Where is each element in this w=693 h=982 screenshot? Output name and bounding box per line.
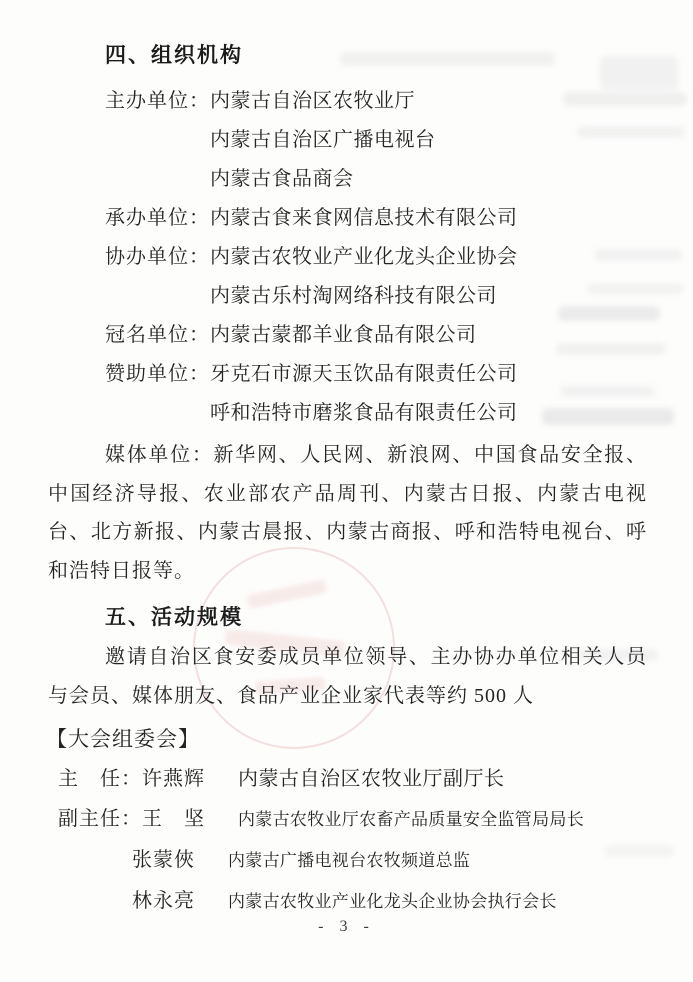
entry-label: 主办单位：	[105, 90, 210, 112]
scale-paragraph: 邀请自治区食安委成员单位领导、主办协办单位相关人员与会员、媒体朋友、食品产业企业家代表等约 500 人	[48, 646, 647, 707]
entry-values	[210, 238, 647, 316]
committee-row	[58, 843, 647, 878]
committee-role: 副主任：	[58, 807, 142, 830]
section-heading-organization: 四、组织机构	[105, 43, 243, 67]
entry-value: 内蒙古食品商会	[210, 168, 354, 190]
document-content	[48, 34, 647, 919]
entry-values	[210, 355, 647, 433]
committee-role: 主 任：	[58, 767, 142, 790]
entry-values	[210, 82, 647, 199]
entry-value: 呼和浩特市磨浆食品有限责任公司	[210, 402, 518, 424]
entry-co-organizer-units	[105, 238, 647, 316]
entry-host-units	[105, 82, 647, 199]
entry-values	[210, 199, 647, 238]
committee-member-title: 内蒙古农牧业厅农畜产品质量安全监管局局长	[238, 809, 584, 829]
entry-value: 牙克石市源天玉饮品有限责任公司	[210, 363, 518, 385]
committee-name: 张蒙俠	[132, 848, 195, 871]
entry-label: 赞助单位：	[105, 363, 210, 385]
committee-name: 许燕辉	[142, 767, 205, 790]
committee-name: 林永亮	[132, 889, 195, 912]
committee-row	[58, 884, 647, 919]
entry-label: 协办单位：	[105, 246, 210, 268]
entry-title-sponsor-unit	[105, 316, 647, 355]
committee-member-title: 内蒙古农牧业产业化龙头企业协会执行会长	[228, 891, 557, 911]
entry-sponsor-units	[105, 355, 647, 433]
committee-member-title: 内蒙古自治区农牧业厅副厅长	[238, 767, 505, 790]
entry-value: 内蒙古食来食网信息技术有限公司	[210, 207, 518, 229]
media-units-paragraph: 媒体单位：新华网、人民网、新浪网、中国食品安全报、中国经济导报、农业部农产品周刊、内蒙古日报、内蒙古电视台、北方新报、内蒙古晨报、内蒙古商报、呼和浩特电视台、呼和浩特日报等。	[48, 444, 647, 582]
page-number: - 3 -	[318, 918, 375, 935]
entry-value: 内蒙古自治区广播电视台	[210, 129, 436, 151]
committee-row	[58, 802, 647, 837]
committee-row	[58, 762, 647, 796]
entry-label: 承办单位：	[105, 207, 210, 229]
committee-name: 王 坚	[142, 807, 205, 830]
committee-title: 【大会组委会】	[46, 726, 200, 751]
entry-label: 冠名单位：	[105, 324, 210, 346]
committee-member-title: 内蒙古广播电视台农牧频道总监	[228, 850, 471, 870]
entry-value: 内蒙古乐村淘网络科技有限公司	[210, 285, 497, 307]
entry-values	[210, 316, 647, 355]
entry-organizer-unit	[105, 199, 647, 238]
entry-value: 内蒙古自治区农牧业厅	[210, 90, 415, 112]
section-heading-scale: 五、活动规模	[105, 605, 243, 630]
entry-value: 内蒙古农牧业产业化龙头企业协会	[210, 246, 518, 268]
entry-value: 内蒙古蒙都羊业食品有限公司	[210, 324, 477, 346]
